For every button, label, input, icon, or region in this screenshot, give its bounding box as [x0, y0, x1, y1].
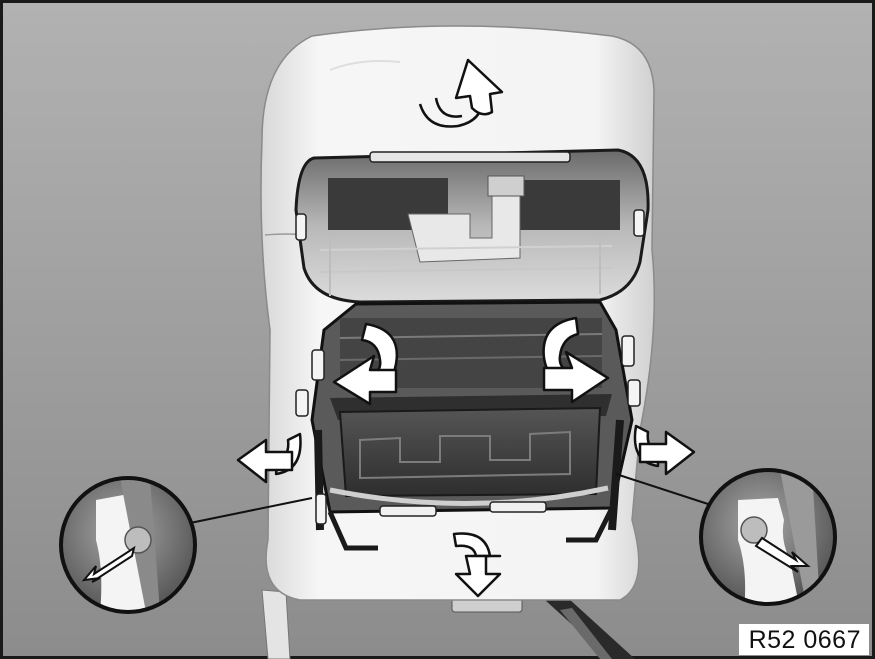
upper-cavity [296, 150, 648, 302]
figure-reference-code: R52 0667 [739, 624, 869, 655]
detail-circle-left [61, 478, 195, 612]
